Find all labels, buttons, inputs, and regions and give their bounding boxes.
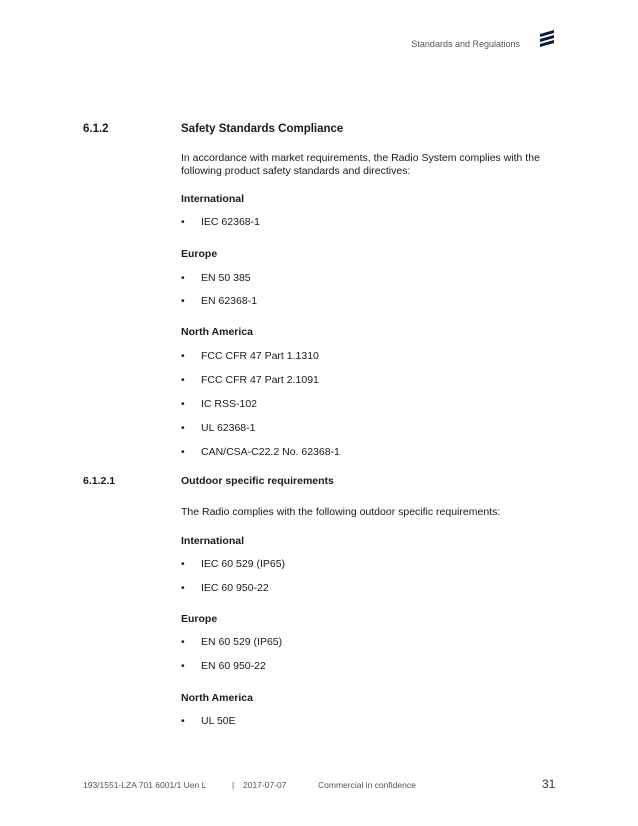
group-heading-north-america: North America	[181, 326, 253, 338]
subsection-intro: The Radio complies with the following outdoor specific requirements:	[181, 506, 501, 518]
list-item	[181, 374, 319, 386]
section-intro: In accordance with market requirements, the Radio System complies with the following product safety standards and directives:	[181, 152, 540, 177]
list-item	[181, 422, 255, 434]
footer-confidentiality: Commercial in confidence	[318, 780, 416, 790]
group-heading-international: International	[181, 193, 245, 205]
bullet-icon: •	[181, 422, 185, 434]
list-item	[181, 715, 236, 727]
list-item	[181, 636, 282, 648]
bullet-icon: •	[181, 558, 185, 570]
list-item	[181, 398, 257, 410]
list-item-label: IC RSS-102	[201, 398, 258, 410]
list-item	[181, 446, 340, 458]
bullet-icon: •	[181, 374, 185, 386]
list-item-label: FCC CFR 47 Part 1.1310	[201, 350, 319, 362]
bullet-icon: •	[181, 272, 185, 284]
footer-doc-id: 193/1551-LZA 701 6001/1 Uen L	[83, 780, 207, 790]
list-item-label: EN 60 529 (IP65)	[201, 636, 283, 648]
list-item-label: EN 60 950-22	[201, 660, 266, 672]
list-item	[181, 216, 260, 228]
bullet-icon: •	[181, 446, 185, 458]
section-title: Safety Standards Compliance	[181, 123, 344, 135]
list-item	[181, 582, 269, 594]
subsection-number: 6.1.2.1	[83, 475, 116, 487]
list-item-label: IEC 60 529 (IP65)	[201, 558, 286, 570]
group-heading-international: International	[181, 535, 245, 547]
list-item-label: UL 50E	[201, 715, 236, 727]
list-item	[181, 660, 266, 672]
list-item-label: EN 50 385	[201, 272, 251, 284]
group-heading-europe: Europe	[181, 613, 218, 625]
bullet-icon: •	[181, 660, 185, 672]
running-header: Standards and Regulations	[411, 39, 520, 49]
bullet-icon: •	[181, 398, 185, 410]
footer-separator: |	[232, 780, 235, 790]
bullet-icon: •	[181, 216, 185, 228]
list-item	[181, 272, 251, 284]
group-heading-north-america: North America	[181, 692, 253, 704]
list-item-label: UL 62368-1	[201, 422, 256, 434]
list-item-label: EN 62368-1	[201, 295, 258, 307]
list-item-label: IEC 62368-1	[201, 216, 260, 228]
subsection-title: Outdoor specific requirements	[181, 475, 334, 487]
bullet-icon: •	[181, 295, 185, 307]
bullet-icon: •	[181, 636, 185, 648]
bullet-icon: •	[181, 350, 185, 362]
bullet-icon: •	[181, 582, 185, 594]
bullet-icon: •	[181, 715, 185, 727]
list-item-label: FCC CFR 47 Part 2.1091	[201, 374, 319, 386]
list-item	[181, 558, 285, 570]
list-item	[181, 295, 257, 307]
footer-date: 2017-07-07	[243, 780, 287, 790]
section-number: 6.1.2	[83, 123, 109, 135]
list-item-label: CAN/CSA-C22.2 No. 62368-1	[201, 446, 340, 458]
page-number: 31	[542, 777, 556, 791]
ericsson-logo-icon	[538, 28, 556, 48]
list-item	[181, 350, 319, 362]
list-item-label: IEC 60 950-22	[201, 582, 269, 594]
group-heading-europe: Europe	[181, 248, 218, 260]
